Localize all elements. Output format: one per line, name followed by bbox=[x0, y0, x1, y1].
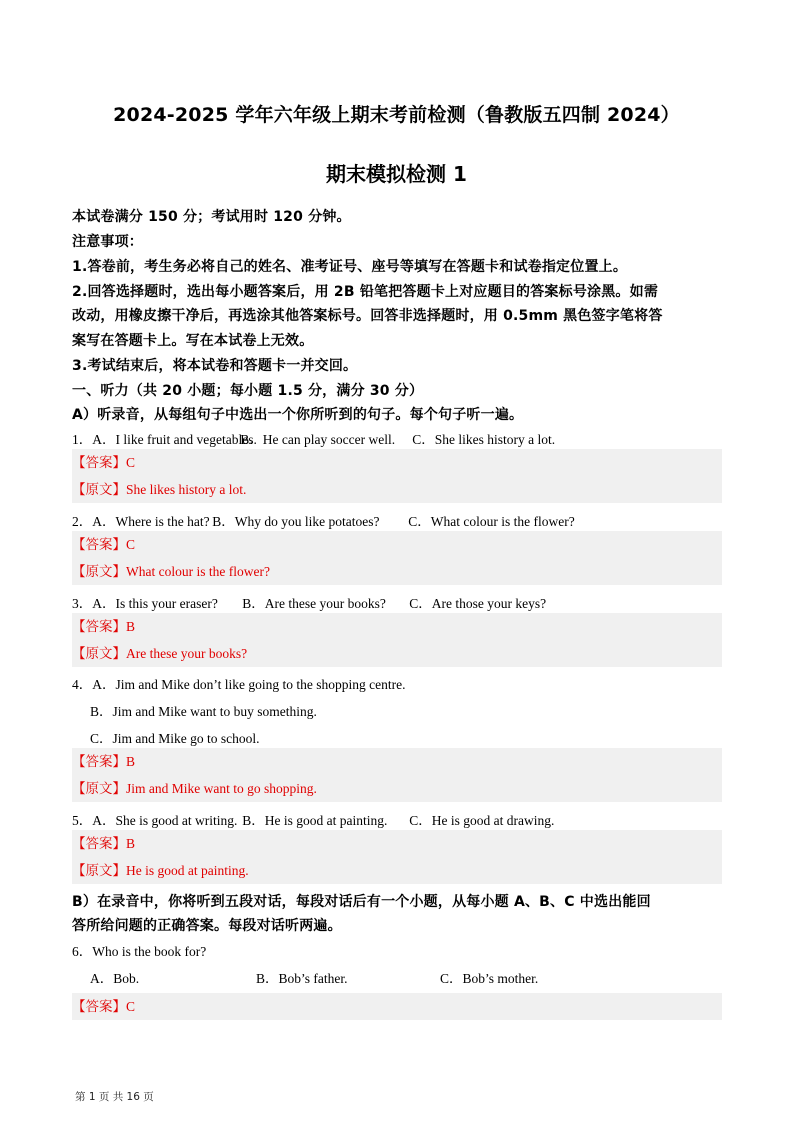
note-2-line-2: 改动，用橡皮擦干净后，再选涂其他答案标号。回答非选择题时，用 0.5mm 黑色签字笔将答 bbox=[72, 308, 663, 324]
option-b: B．Bob’s father. bbox=[256, 971, 348, 986]
question-number: 3． bbox=[72, 596, 93, 611]
option-b: B．Are these your books? bbox=[242, 596, 386, 611]
answer-box-3 bbox=[72, 613, 722, 667]
answer-box-2 bbox=[72, 531, 722, 585]
part-a-instructions: A）听录音，从每组句子中选出一个你所听到的句子。每个句子听一遍。 bbox=[72, 407, 524, 423]
page-number: 第 1 页 共 16 页 bbox=[75, 1091, 154, 1103]
section-heading: 一、听力（共 20 小题；每小题 1.5 分，满分 30 分） bbox=[72, 383, 424, 399]
transcript: 【原文】He is good at painting. bbox=[72, 863, 249, 878]
option-a: A．She is good at writing. bbox=[92, 813, 238, 828]
transcript: 【原文】What colour is the flower? bbox=[72, 564, 270, 579]
answer-box-4 bbox=[72, 748, 722, 802]
question-1 bbox=[72, 428, 555, 448]
question-6: 6．Who is the book for? bbox=[72, 944, 207, 959]
page-title: 2024-2025 学年六年级上期末考前检测（鲁教版五四制 2024） bbox=[113, 104, 680, 126]
transcript: 【原文】She likes history a lot. bbox=[72, 482, 247, 497]
note-1: 1.答卷前，考生务必将自己的姓名、准考证号、座号等填写在答题卡和试卷指定位置上。 bbox=[72, 259, 628, 275]
question-4-option-b: B．Jim and Mike want to buy something. bbox=[90, 704, 317, 719]
option-b: B．He is good at painting. bbox=[242, 813, 388, 828]
question-number: 4． bbox=[72, 677, 93, 692]
answer-box-1 bbox=[72, 449, 722, 503]
answer-box-5 bbox=[72, 830, 722, 884]
note-2-line-1: 2.回答选择题时，选出每小题答案后，用 2B 铅笔把答题卡上对应题目的答案标号涂黑。如需 bbox=[72, 284, 659, 300]
question-2 bbox=[72, 510, 575, 530]
answer: 【答案】B bbox=[72, 754, 136, 769]
notes-heading: 注意事项： bbox=[72, 234, 143, 250]
option-b: B．He can play soccer well. bbox=[240, 432, 396, 447]
option-a: A．Jim and Mike don’t like going to the shopping centre. bbox=[92, 677, 406, 692]
question-number: 1． bbox=[72, 432, 93, 447]
transcript: 【原文】Jim and Mike want to go shopping. bbox=[72, 781, 317, 796]
part-b-instructions-line-1: B）在录音中，你将听到五段对话，每段对话后有一个小题，从每小题 A、B、C 中选出能回 bbox=[72, 894, 651, 910]
question-6-options bbox=[90, 967, 538, 987]
note-3: 3.考试结束后，将本试卷和答题卡一并交回。 bbox=[72, 358, 358, 374]
page-subtitle: 期末模拟检测 1 bbox=[326, 162, 467, 186]
option-a: A．Is this your eraser? bbox=[92, 596, 218, 611]
answer-box-6 bbox=[72, 993, 722, 1020]
answer: 【答案】C bbox=[72, 455, 136, 470]
answer: 【答案】B bbox=[72, 836, 136, 851]
question-4 bbox=[72, 673, 405, 693]
question-3 bbox=[72, 592, 546, 612]
question-4-option-c: C．Jim and Mike go to school. bbox=[90, 731, 260, 746]
option-c: C．What colour is the flower? bbox=[408, 514, 575, 529]
part-b-instructions-line-2: 答所给问题的正确答案。每段对话听两遍。 bbox=[72, 918, 342, 934]
option-c: C．Are those your keys? bbox=[409, 596, 547, 611]
question-number: 5． bbox=[72, 813, 93, 828]
option-a: A．I like fruit and vegetables. bbox=[92, 432, 257, 447]
question-number: 2． bbox=[72, 514, 93, 529]
option-c: C．Bob’s mother. bbox=[440, 971, 539, 986]
transcript: 【原文】Are these your books? bbox=[72, 646, 248, 661]
answer: 【答案】C bbox=[72, 537, 136, 552]
option-c: C．He is good at drawing. bbox=[409, 813, 555, 828]
question-5 bbox=[72, 809, 554, 829]
option-c: C．She likes history a lot. bbox=[412, 432, 556, 447]
answer: 【答案】C bbox=[72, 999, 136, 1014]
option-b: B．Why do you like potatoes? bbox=[212, 514, 380, 529]
option-a: A．Where is the hat? bbox=[92, 514, 210, 529]
exam-info: 本试卷满分 150 分；考试用时 120 分钟。 bbox=[72, 209, 351, 225]
option-a: A．Bob. bbox=[90, 971, 140, 986]
note-2-line-3: 案写在答题卡上。写在本试卷上无效。 bbox=[72, 333, 314, 349]
answer: 【答案】B bbox=[72, 619, 136, 634]
